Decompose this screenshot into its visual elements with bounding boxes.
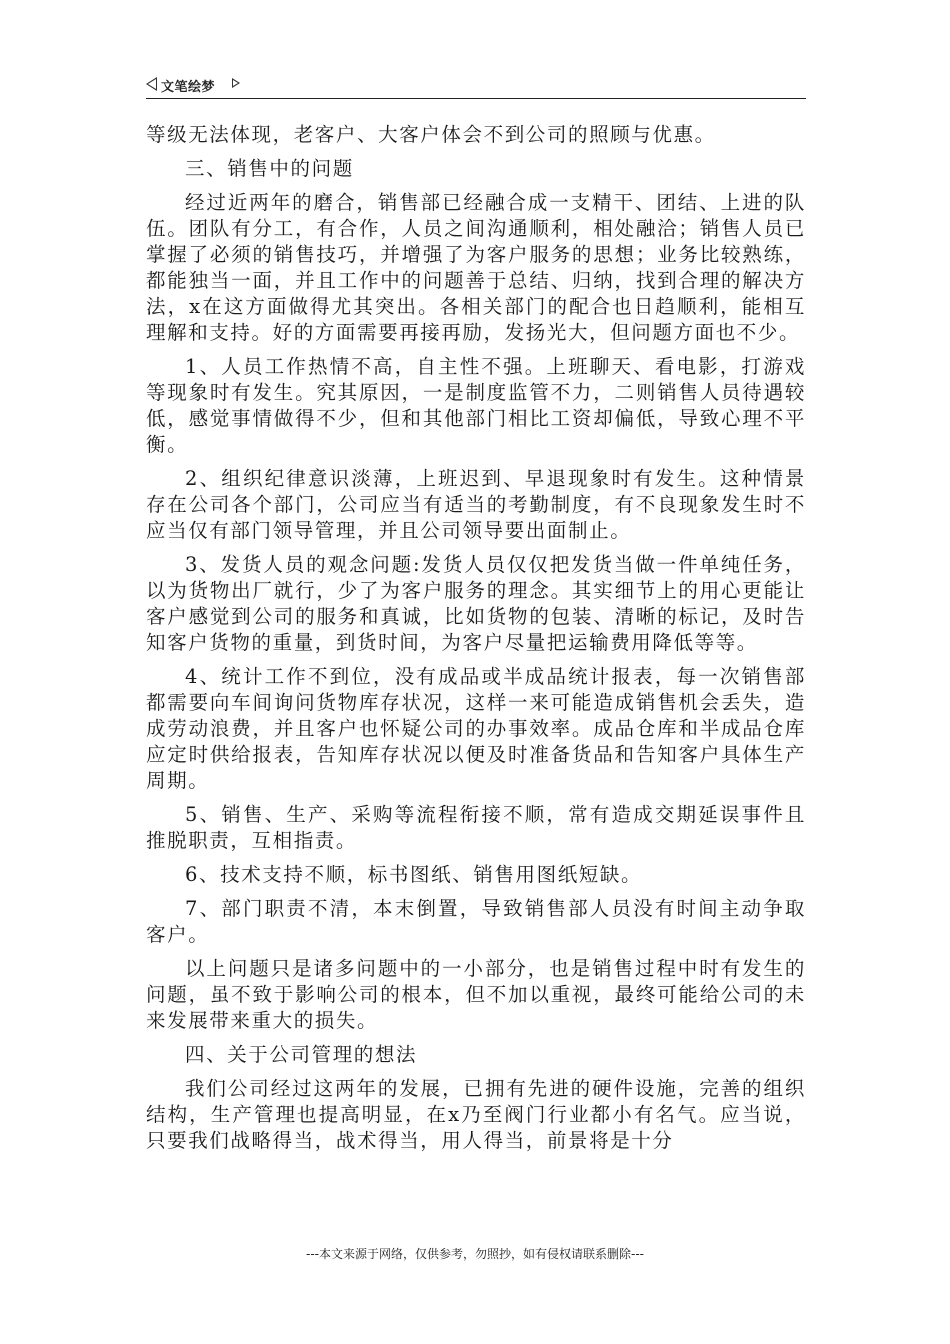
list-item: 7、部门职责不清，本末倒置，导致销售部人员没有时间主动争取客户。 — [146, 897, 806, 946]
list-item: 6、技术支持不顺，标书图纸、销售用图纸短缺。 — [185, 863, 643, 886]
triangle-left-icon — [146, 77, 157, 91]
triangle-right-icon — [232, 78, 240, 88]
page-footer: ---本文来源于网络，仅供参考，勿照抄，如有侵权请联系删除--- — [306, 1247, 644, 1261]
list-item: 3、发货人员的观念问题:发货人员仅仅把发货当做一件单纯任务，以为货物出厂就行，少了为客户服务的理念。其实细节上的用心更能让客户感觉到公司的服务和真诚，比如货物的包装、清晰的标记，及时告知客户货物的重量，到货时间，为客户尽量把运输费用降低等等。 — [146, 553, 806, 654]
list-item: 4、统计工作不到位，没有成品或半成品统计报表，每一次销售部都需要向车间询问货物库存状况，这样一来可能造成销售机会丢失，造成劳动浪费，并且客户也怀疑公司的办事效率。成品仓库和半成品仓库应定时供给报表，告知库存状况以便及时准备货品和告知客户具体生产周期。 — [146, 665, 806, 792]
document-body — [146, 122, 806, 1162]
paragraph: 我们公司经过这两年的发展，已拥有先进的硬件设施，完善的组织结构，生产管理也提高明显，在x乃至阀门行业都小有名气。应当说，只要我们战略得当，战术得当，用人得当，前景将是十分 — [146, 1077, 806, 1152]
section-heading: 三、销售中的问题 — [185, 157, 354, 180]
list-item: 5、销售、生产、采购等流程衔接不顺，常有造成交期延误事件且推脱职责，互相指责。 — [146, 803, 806, 852]
header-divider — [146, 98, 806, 99]
paragraph: 等级无法体现，老客户、大客户体会不到公司的照顾与优惠。 — [146, 123, 716, 146]
paragraph: 经过近两年的磨合，销售部已经融合成一支精干、团结、上进的队伍。团队有分工，有合作，人员之间沟通顺利，相处融洽；销售人员已掌握了必须的销售技巧，并增强了为客户服务的思想；业务比较熟练，都能独当一面，并且工作中的问题善于总结、归纳，找到合理的解决方法，x在这方面做得尤其突出。各相关部门的配合也日趋顺利，能相互理解和支持。好的方面需要再接再励，发扬光大，但问题方面也不少。 — [146, 191, 806, 344]
header-brand: 文笔绘梦 — [161, 80, 216, 95]
list-item: 1、人员工作热情不高，自主性不强。上班聊天、看电影，打游戏等现象时有发生。究其原因，一是制度监管不力，二则销售人员待遇较低，感觉事情做得不少，但和其他部门相比工资却偏低，导致心理不平衡。 — [146, 355, 806, 456]
paragraph: 以上问题只是诸多问题中的一小部分，也是销售过程中时有发生的问题，虽不致于影响公司的根本，但不加以重视，最终可能给公司的未来发展带来重大的损失。 — [146, 957, 806, 1032]
page-header — [146, 74, 806, 98]
list-item: 2、组织纪律意识淡薄，上班迟到、早退现象时有发生。这种情景存在公司各个部门，公司应当有适当的考勤制度，有不良现象发生时不应当仅有部门领导管理，并且公司领导要出面制止。 — [146, 467, 806, 542]
section-heading: 四、关于公司管理的想法 — [185, 1043, 418, 1066]
